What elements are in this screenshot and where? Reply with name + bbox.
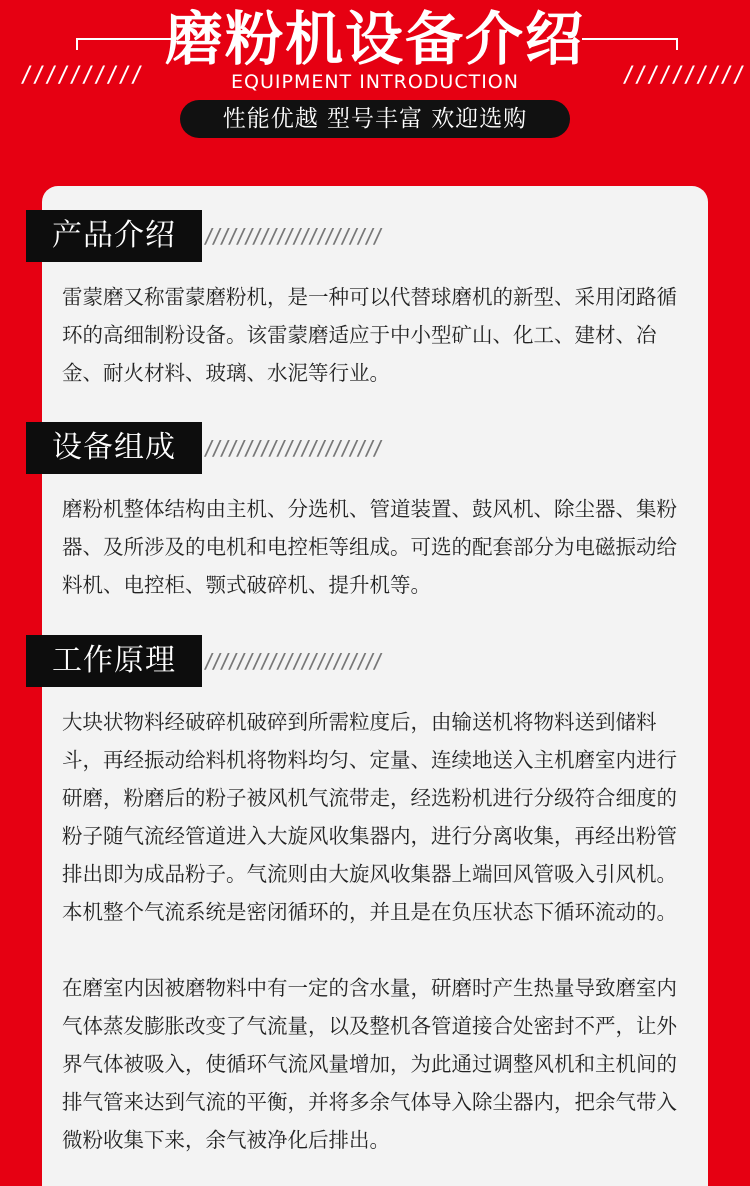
- header-banner: [0, 0, 750, 190]
- section-slashes: //////////////////////: [203, 224, 380, 248]
- section-paragraph: 磨粉机整体结构由主机、分选机、管道装置、鼓风机、除尘器、集粉器、及所涉及的电机和电控柜等组成。可选的配套部分为电磁振动给料机、电控柜、颚式破碎机、提升机等。: [62, 497, 677, 597]
- section-title-product-intro: 产品介绍: [26, 210, 202, 262]
- section-slashes: //////////////////////: [203, 436, 380, 460]
- section-paragraph: 在磨室内因被磨物料中有一定的含水量，研磨时产生热量导致磨室内气体蒸发膨胀改变了气流量，以及整机各管道接合处密封不严，让外界气体被吸入，使循环气流风量增加，为此通过调整风机和主机间的排气管来达到气流的平衡，并将多余气体导入除尘器内，把余气带入微粉收集下来，余气被净化后排出。: [62, 976, 677, 1152]
- section-title-equipment-composition: 设备组成: [26, 422, 202, 474]
- slogan-badge: 性能优越 型号丰富 欢迎选购: [180, 100, 570, 138]
- header-left-slashes: //////////: [20, 63, 143, 88]
- page-title: 磨粉机设备介绍: [164, 5, 585, 73]
- section-title-working-principle: 工作原理: [26, 635, 202, 687]
- page-subtitle-en: EQUIPMENT INTRODUCTION: [231, 71, 519, 93]
- header-right-slashes: //////////: [622, 63, 745, 88]
- section-paragraph: 雷蒙磨又称雷蒙磨粉机，是一种可以代替球磨机的新型、采用闭路循环的高细制粉设备。该雷蒙磨适应于中小型矿山、化工、建材、冶金、耐火材料、玻璃、水泥等行业。: [62, 285, 677, 385]
- section-paragraph: 大块状物料经破碎机破碎到所需粒度后，由输送机将物料送到储料斗，再经振动给料机将物料均匀、定量、连续地送入主机磨室内进行研磨，粉磨后的粉子被风机气流带走，经选粉机进行分级符合细度的粉子随气流经管道进入大旋风收集器内，进行分离收集，再经出粉管排出即为成品粉子。气流则由大旋风收集器上端回风管吸入引风机。本机整个气流系统是密闭循环的，并且是在负压状态下循环流动的。: [62, 710, 677, 924]
- section-slashes: //////////////////////: [203, 649, 380, 673]
